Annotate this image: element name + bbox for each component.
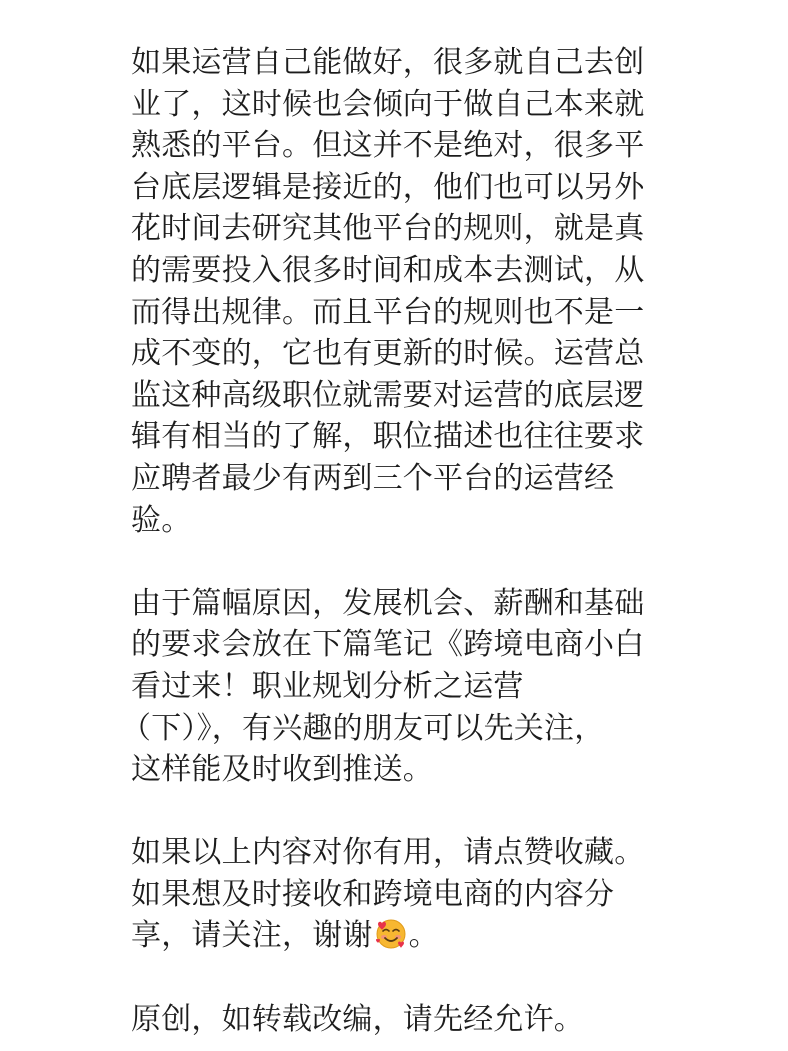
text-line: 如果想及时接收和跨境电商的内容分 (131, 876, 615, 912)
text-line: 辑有相当的了解，职位描述也往往要求 (131, 419, 645, 455)
text-line: 这样能及时收到推送。 (131, 752, 433, 788)
text-line (131, 915, 651, 957)
paragraph-spacer (131, 791, 651, 833)
paragraph-copyright (131, 999, 651, 1041)
paragraph-spacer (131, 957, 651, 999)
paragraph-next-note (121, 583, 651, 791)
text-line: 业了，这时候也会倾向于做自己本来就 (131, 86, 645, 122)
text-line: 监这种高级职位就需要对运营的底层逻 (131, 377, 645, 413)
text-line: 如果运营自己能做好，很多就自己去创 (131, 45, 645, 80)
text-line: 的要求会放在下篇笔记《跨境电商小白 (131, 627, 645, 663)
paragraph-operations-logic (131, 42, 651, 541)
text-fragment: 。 (408, 918, 439, 954)
text-line: 由于篇幅原因，发展机会、薪酬和基础 (131, 585, 645, 621)
text-line: 原创，如转载改编，请先经允许。 (131, 1001, 584, 1037)
text-line: 的需要投入很多时间和成本去测试，从 (131, 252, 645, 288)
text-fragment: 享，请关注，谢谢 (131, 918, 373, 954)
text-line: 熟悉的平台。但这并不是绝对，很多平 (131, 128, 645, 164)
paragraph-call-to-action (131, 832, 651, 957)
text-line: 而得出规律。而且平台的规则也不是一 (131, 294, 645, 330)
smiling-face-with-hearts-icon (375, 918, 407, 950)
text-line: 成不变的，它也有更新的时候。运营总 (131, 336, 645, 372)
text-line: 看过来！职业规划分析之运营 (131, 668, 524, 704)
text-line: （下）》，有兴趣的朋友可以先关注， (121, 710, 605, 746)
note-body (121, 42, 651, 1040)
text-line: 台底层逻辑是接近的，他们也可以另外 (131, 169, 645, 205)
paragraph-spacer (131, 541, 651, 583)
text-line: 如果以上内容对你有用，请点赞收藏。 (131, 835, 645, 871)
text-line: 花时间去研究其他平台的规则，就是真 (131, 211, 645, 247)
text-line: 应聘者最少有两到三个平台的运营经 (131, 460, 615, 496)
text-line: 验。 (131, 502, 192, 538)
